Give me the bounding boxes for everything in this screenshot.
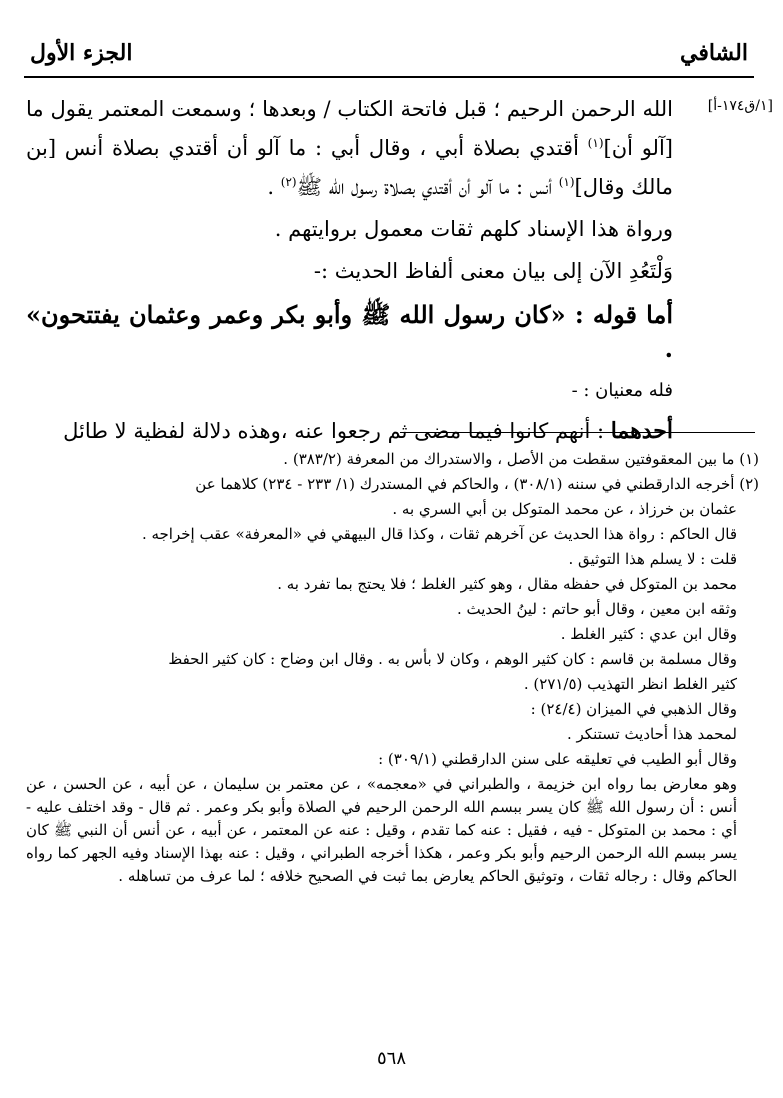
- paragraph-two-meanings: فله معنيان : -: [571, 380, 673, 401]
- paragraph-transition: وَلْتَعُدِ الآن إلى بيان معنى ألفاظ الحديث :-: [313, 259, 673, 283]
- manuscript-folio-reference: [١/ق١٧٤-أ]: [707, 98, 773, 114]
- paragraph-hadith-quote: أما قوله : «كان رسول الله ﷺ وأبو بكر وعمر وعثمان يفتتحون» .: [26, 300, 673, 363]
- footnote-2-cont: عثمان بن خرزاذ ، عن محمد المتوكل بن أبي السري به .: [392, 500, 737, 518]
- book-title: الشافي: [680, 40, 748, 66]
- running-header: [24, 36, 754, 78]
- paragraph-isnad: الله الرحمن الرحيم ؛ قبل فاتحة الكتاب / وبعدها ؛ وسمعت المعتمر يقول ما [آلو أن]$^{(١)}$ أقتدي بصلاة أبي ، وقال أبي : ما آلو أن أقتدي بصلاة أنس [بن مالك وقال]$^{(١)}$ أنس : ما آلو أن أقتدي بصلاة رسول الله ﷺ$^{(٢)}$ .: [26, 97, 673, 199]
- footnote-line: وقال ابن عدي : كثير الغلط .: [560, 625, 737, 643]
- footnote-line: قلت : لا يسلم هذا التوثيق .: [568, 550, 737, 568]
- footnote-line: وقال أبو الطيب في تعليقه على سنن الدارقطني (٣٠٩/١) :: [378, 750, 737, 768]
- footnote-divider: [400, 432, 755, 433]
- footnote-ref-1b: (١): [558, 175, 575, 189]
- footnote-line: وثقه ابن معين ، وقال أبو حاتم : لينُ الحديث .: [456, 600, 737, 618]
- footnote-2: (٢) أخرجه الدارقطني في سننه (٣٠٨/١) ، والحاكم في المستدرك (١/ ٢٣٣ - ٢٣٤) كلاهما عن: [195, 475, 759, 493]
- footnotes: [26, 448, 759, 890]
- volume-label: الجزء الأول: [30, 40, 133, 66]
- footnote-line: وهو معارض بما رواه ابن خزيمة ، والطبراني في «معجمه» ، عن معتمر بن سليمان ، عن أبيه ، عن الحسن ، عن أنس : أن رسول الله ﷺ كان يسر ببسم الله الرحمن الرحيم في الصلاة وأبو بكر وعمر . ثم قال - وقد اختلف عليه - أي : محمد بن المتوكل - فيه ، فقيل : عنه كما تقدم ، وقيل : عنه عن المعتمر ، عن أبيه ، عن أنس أن النبي ﷺ كان يسر ببسم الله الرحمن الرحيم وأبو بكر وعمر ، هكذا أخرجه الطبراني ، وقيل : عنه بهذا الإسناد وفيه الجهر كما رواه الحاكم وقال : رجاله ثقات ، وتوثيق الحاكم يعارض بما ثبت في الصحيح خلافه ؛ لما عرف من تساهله .: [26, 775, 737, 885]
- footnote-1: (١) ما بين المعقوفتين سقطت من الأصل ، والاستدراك من المعرفة (٣٨٣/٢) .: [283, 450, 759, 468]
- paragraph-first-meaning: أحدهما : أنهم كانوا فيما مضى ثم رجعوا عنه ،وهذه دلالة لفظية لا طائل: [63, 418, 673, 444]
- page-number: ٥٦٨: [376, 1048, 406, 1069]
- footnote-line: لمحمد هذا أحاديث تستنكر .: [566, 725, 737, 743]
- paragraph-narrators: ورواة هذا الإسناد كلهم ثقات معمول بروايتهم .: [274, 217, 673, 241]
- footnote-line: محمد بن المتوكل في حفظه مقال ، وهو كثير الغلط ؛ فلا يحتج بما تفرد به .: [277, 575, 737, 593]
- footnote-ref-1: (١): [587, 136, 604, 150]
- footnote-ref-2: (٢): [280, 175, 297, 189]
- main-text: [26, 92, 673, 448]
- footnote-line: كثير الغلط انظر التهذيب (٢٧١/٥) .: [523, 675, 737, 693]
- footnote-line: قال الحاكم : رواة هذا الحديث عن آخرهم ثقات ، وكذا قال البيهقي في «المعرفة» عقب إخراجه .: [141, 525, 737, 543]
- footnote-line: وقال الذهبي في الميزان (٢٤/٤) :: [530, 700, 737, 718]
- footnote-line: وقال مسلمة بن قاسم : كان كثير الوهم ، وكان لا بأس به . وقال ابن وضاح : كان كثير الحفظ: [168, 650, 737, 668]
